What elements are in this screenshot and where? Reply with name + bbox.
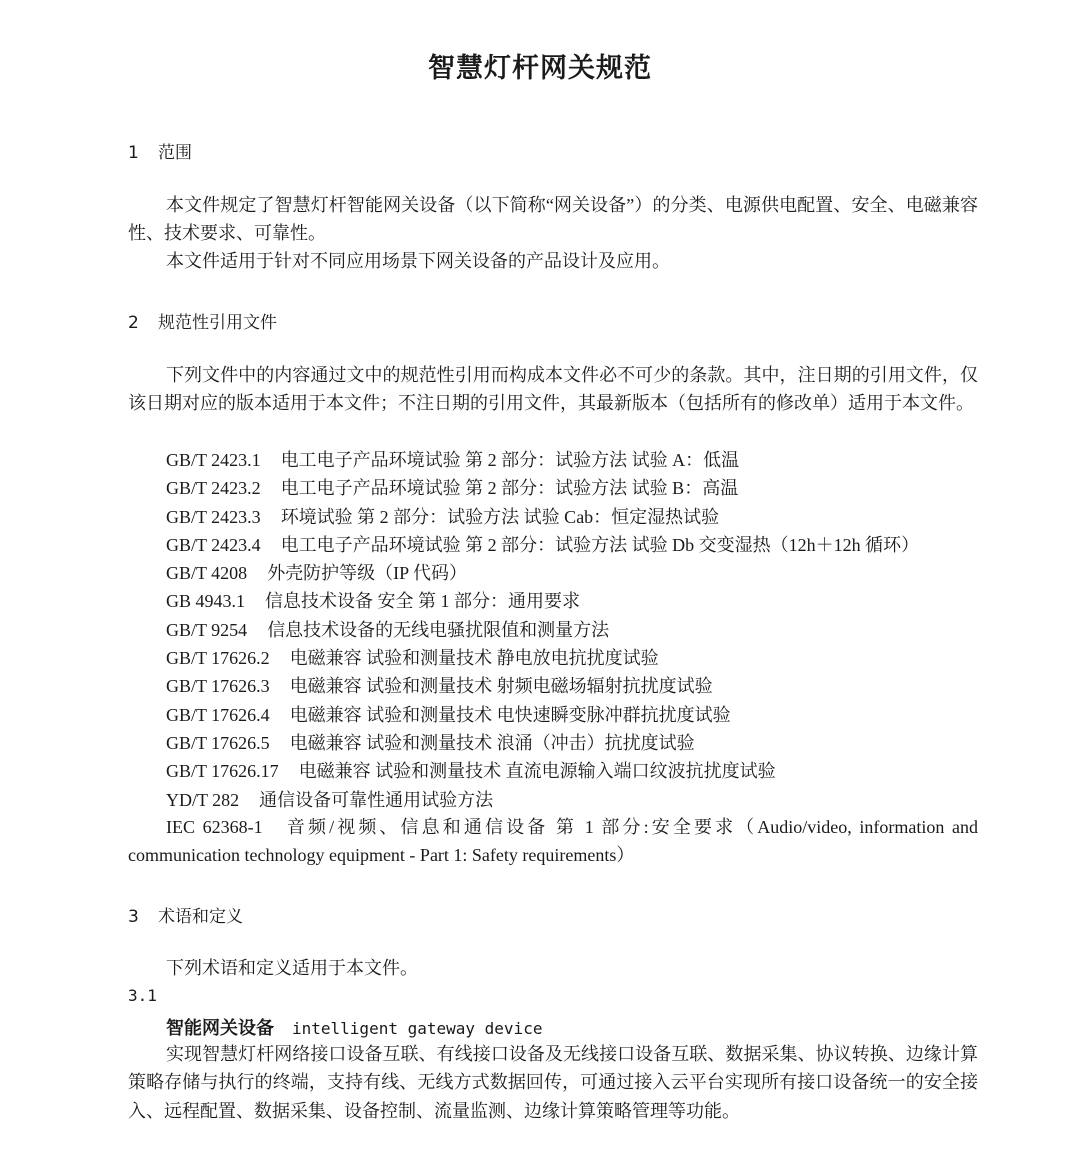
reference-item (166, 729, 919, 757)
reference-code: GB/T 2423.3 (166, 506, 261, 527)
reference-item (166, 672, 919, 700)
scope-paragraph-2: 本文件适用于针对不同应用场景下网关设备的产品设计及应用。 (166, 251, 670, 271)
scope-paragraph-1: 本文件规定了智慧灯杆智能网关设备（以下简称“网关设备”）的分类、电源供电配置、安全、电磁兼容性、技术要求、可靠性。 (128, 195, 978, 244)
reference-title: 通信设备可靠性通用试验方法 (259, 789, 494, 810)
section-title: 范围 (158, 143, 192, 163)
section-number: 2 (128, 313, 139, 333)
reference-title: 电磁兼容 试验和测量技术 射频电磁场辐射抗扰度试验 (289, 676, 713, 697)
section-title: 规范性引用文件 (158, 313, 277, 333)
reference-item (166, 786, 919, 814)
section-heading-references (128, 308, 277, 333)
reference-code: GB/T 2423.4 (166, 534, 261, 555)
reference-item (166, 559, 919, 587)
reference-title: 电磁兼容 试验和测量技术 直流电源输入端口纹波抗扰度试验 (298, 761, 776, 782)
document-title: 智慧灯杆网关规范 (428, 53, 652, 84)
reference-item (166, 701, 919, 729)
reference-code: GB/T 9254 (166, 619, 248, 640)
term-definition: 实现智慧灯杆网络接口设备互联、有线接口设备及无线接口设备互联、数据采集、协议转换、边缘计算策略存储与执行的终端，支持有线、无线方式数据回传，可通过接入云平台实现所有接口设备统一的安全接入、远程配置、数据采集、设备控制、流量监测、边缘计算策略管理等功能。 (128, 1044, 978, 1121)
reference-title: 环境试验 第 2 部分：试验方法 试验 Cab：恒定湿热试验 (280, 506, 720, 527)
reference-title: 电磁兼容 试验和测量技术 浪涌（冲击）抗扰度试验 (289, 732, 695, 753)
section-heading-scope (128, 138, 192, 163)
reference-title: 外壳防护等级（IP 代码） (267, 563, 468, 584)
reference-item (166, 757, 919, 785)
section-heading-terms (128, 902, 243, 927)
term-number: 3.1 (128, 986, 157, 1005)
reference-code: GB 4943.1 (166, 591, 246, 612)
references-intro: 下列文件中的内容通过文中的规范性引用而构成本文件必不可少的条款。其中，注日期的引用文件，仅该日期对应的版本适用于本文件；不注日期的引用文件，其最新版本（包括所有的修改单）适用于本文件。 (128, 365, 978, 414)
reference-code: GB/T 17626.4 (166, 704, 270, 725)
section-number: 1 (128, 143, 139, 163)
reference-title: 电工电子产品环境试验 第 2 部分：试验方法 试验 A：低温 (280, 450, 740, 470)
reference-title: 电磁兼容 试验和测量技术 电快速瞬变脉冲群抗扰度试验 (289, 704, 731, 725)
reference-title: 信息技术设备的无线电骚扰限值和测量方法 (267, 619, 610, 640)
reference-item (166, 616, 919, 644)
reference-code: GB/T 17626.5 (166, 732, 270, 753)
term-heading (166, 1014, 542, 1040)
section-title: 术语和定义 (158, 907, 243, 927)
reference-iec: IEC 62368-1 音频/视频、信息和通信设备 第 1 部分:安全要求（Audio/video, information and communication technology equipment - Part 1: Safety requirements） (128, 817, 978, 866)
reference-code: GB/T 17626.17 (166, 761, 279, 782)
reference-title: 电磁兼容 试验和测量技术 静电放电抗扰度试验 (289, 648, 659, 669)
term-chinese: 智能网关设备 (166, 1018, 274, 1039)
reference-list (166, 446, 919, 814)
reference-item (166, 644, 919, 672)
reference-code: YD/T 282 (166, 789, 240, 810)
section-number: 3 (128, 907, 139, 927)
reference-code: GB/T 17626.2 (166, 648, 270, 669)
reference-item (166, 531, 919, 559)
reference-title: 电工电子产品环境试验 第 2 部分：试验方法 试验 Db 交变湿热（12h＋12h 循环） (280, 534, 920, 555)
reference-title: 电工电子产品环境试验 第 2 部分：试验方法 试验 B：高温 (280, 478, 739, 499)
reference-item (166, 587, 919, 615)
reference-item (166, 446, 919, 474)
reference-title: 信息技术设备 安全 第 1 部分：通用要求 (265, 591, 581, 612)
reference-item (166, 503, 919, 531)
reference-item (166, 474, 919, 502)
reference-code: GB/T 4208 (166, 563, 248, 584)
term-english: intelligent gateway device (292, 1019, 543, 1038)
terms-intro: 下列术语和定义适用于本文件。 (166, 958, 418, 978)
reference-code: GB/T 2423.1 (166, 450, 261, 470)
reference-code: GB/T 17626.3 (166, 676, 270, 697)
reference-code: GB/T 2423.2 (166, 478, 261, 499)
